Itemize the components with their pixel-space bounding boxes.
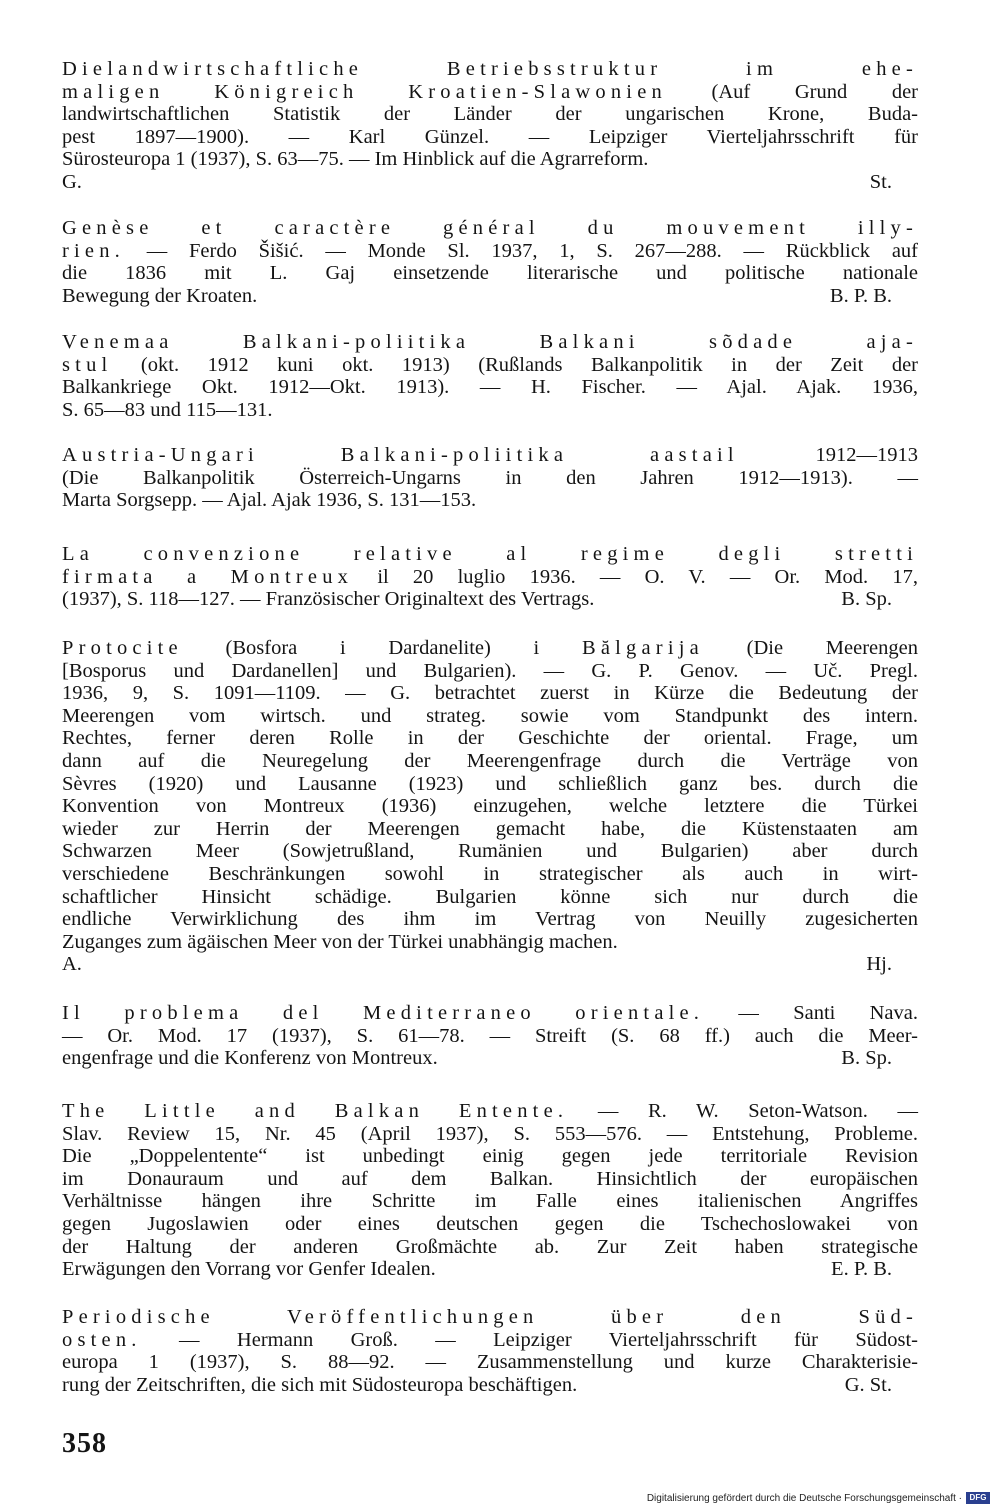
entry-line: Verhältnisse hängen ihre Schritte im Falle eines italienischen Angriffes [62,1190,918,1213]
entry-line: Genèse et caractère général du mouvement illy- [62,217,918,239]
reviewer-initials: B. Sp. [841,1047,892,1070]
entry-line: schaftlicher Hinsicht schädige. Bulgarien könne sich nur durch die [62,885,918,908]
entry-line: firmata a Montreux il 20 luglio 1936. — O. V. — Or. Mod. 17, [62,565,918,588]
reviewer-initials: A. Hj. [62,953,892,976]
entry-line: Austria-Ungari Balkani-poliitika aastail 1912—1913 [62,444,918,466]
entry-line: Il problema del Mediterraneo orientale. — Santi Nava. [62,1002,918,1024]
bibliography-entry [62,217,918,307]
entry-line: Balkankriege Okt. 1912—Okt. 1913). — H. Fischer. — Ajal. Ajak. 1936, [62,376,918,399]
entry-line: Die „Doppelentente“ ist unbedingt einig gegen jede territoriale Revision [62,1145,918,1168]
entry-line: Bewegung der Kroaten. B. P. B. [62,284,892,307]
credit-text: Digitalisierung gefördert durch die Deutsche Forschungsgemeinschaft · [646,1492,962,1504]
reviewer-initials: B. Sp. [841,588,892,611]
bibliography-entry [62,1002,918,1070]
entry-line: [Bosporus und Dardanellen] und Bulgarien). — G. P. Genov. — Uč. Pregl. [62,659,918,682]
page-number: 358 [62,1428,107,1459]
entry-line: Erwägungen den Vorrang vor Genfer Idealen. E. P. B. [62,1258,892,1281]
entry-line: stul (okt. 1912 kuni okt. 1913) (Rußlands Balkanpolitik in der Zeit der [62,353,918,376]
entry-line: Periodische Veröffentlichungen über den Süd- [62,1306,918,1328]
entry-line: Dielandwirtschaftliche Betriebsstruktur im ehe- [62,58,918,80]
entry-line: Zuganges zum ägäischen Meer von der Türkei unabhängig machen. [62,930,618,953]
entry-line: landwirtschaftlichen Statistik der Länder der ungarischen Krone, Buda- [62,103,918,126]
entry-line: verschiedene Beschränkungen sowohl in strategischer als auch in wirt- [62,862,918,885]
entry-line: gegen Jugoslawien oder eines deutschen gegen die Tschechoslowakei von [62,1212,918,1235]
entry-line: der Haltung der anderen Großmächte ab. Zur Zeit haben strategische [62,1235,918,1258]
entry-line: The Little and Balkan Entente. — R. W. Seton-Watson. — [62,1100,918,1122]
entry-line: Sèvres (1920) und Lausanne (1923) und schließlich ganz bes. durch die [62,772,918,795]
entry-line: engenfrage und die Konferenz von Montreux. B. Sp. [62,1047,892,1070]
entry-line: osten. — Hermann Groß. — Leipziger Vierteljahrsschrift für Südost- [62,1328,918,1351]
bibliography-entry [62,58,918,194]
reviewer-initials: E. P. B. [831,1258,892,1281]
entry-line: Protocite (Bosfora i Dardanelite) i Bălgarija (Die Meerengen [62,637,918,659]
entry-line: im Donauraum und auf dem Balkan. Hinsichtlich der europäischen [62,1167,918,1190]
reviewer-initials: G. St. [844,1373,892,1396]
bibliography-entry [62,1306,918,1396]
reviewer-initials: G. St. [62,170,892,193]
entry-line: Slav. Review 15, Nr. 45 (April 1937), S. 553—576. — Entstehung, Probleme. [62,1122,918,1145]
bibliography-entry [62,331,918,421]
entry-line: pest 1897—1900). — Karl Günzel. — Leipziger Vierteljahrsschrift für [62,125,918,148]
entry-line: dann auf die Neuregelung der Meerengenfrage durch die Verträge von [62,749,918,772]
entry-line: europa 1 (1937), S. 88—92. — Zusammenstellung und kurze Charakterisie- [62,1351,918,1374]
entry-line: die 1836 mit L. Gaj einsetzende literarische und politische nationale [62,262,918,285]
entry-line: S. 65—83 und 115—131. [62,398,273,421]
entry-line: La convenzione relative al regime degli stretti [62,543,918,565]
bibliography-entry [62,637,918,976]
bibliography-entry [62,543,918,611]
entry-line: Konvention von Montreux (1936) einzugehen, welche letztere die Türkei [62,795,918,818]
dfg-logo: DFG [966,1492,990,1504]
entry-line: Marta Sorgsepp. — Ajal. Ajak 1936, S. 131—153. [62,489,477,512]
entry-line: Rechtes, ferner deren Rolle in der Geschichte der oriental. Frage, um [62,727,918,750]
entry-line: — Or. Mod. 17 (1937), S. 61—78. — Streift (S. 68 ff.) auch die Meer- [62,1024,918,1047]
entry-line: wieder zur Herrin der Meerengen gemacht habe, die Küstenstaaten am [62,817,918,840]
entry-line: rien. — Ferdo Šišić. — Monde Sl. 1937, 1, S. 267—288. — Rückblick auf [62,239,918,262]
entry-line: endliche Verwirklichung des ihm im Vertrag von Neuilly zugesicherten [62,908,918,931]
entry-line: maligen Königreich Kroatien-Slawonien (Auf Grund der [62,80,919,103]
bibliography-entry [62,444,918,512]
entry-line: (Die Balkanpolitik Österreich-Ungarns in den Jahren 1912—1913). — [62,466,918,489]
entry-line: rung der Zeitschriften, die sich mit Südosteuropa beschäftigen. G. St. [62,1373,892,1396]
bibliography-entry [62,1100,918,1281]
digitization-credit [647,1492,990,1504]
entry-line: (1937), S. 118—127. — Französischer Originaltext des Vertrags. B. Sp. [62,588,892,611]
entry-line: Schwarzen Meer (Sowjetrußland, Rumänien und Bulgarien) aber durch [62,840,918,863]
reviewer-initials: B. P. B. [829,284,892,307]
entry-line: Meerengen vom wirtsch. und strateg. sowie vom Standpunkt des intern. [62,704,918,727]
entry-line: Sürosteuropa 1 (1937), S. 63—75. — Im Hinblick auf die Agrarreform. [62,148,649,171]
entry-line: 1936, 9, S. 1091—1109. — G. betrachtet zuerst in Kürze die Bedeutung der [62,682,918,705]
entry-line: Venemaa Balkani-poliitika Balkani sõdade aja- [62,331,918,353]
